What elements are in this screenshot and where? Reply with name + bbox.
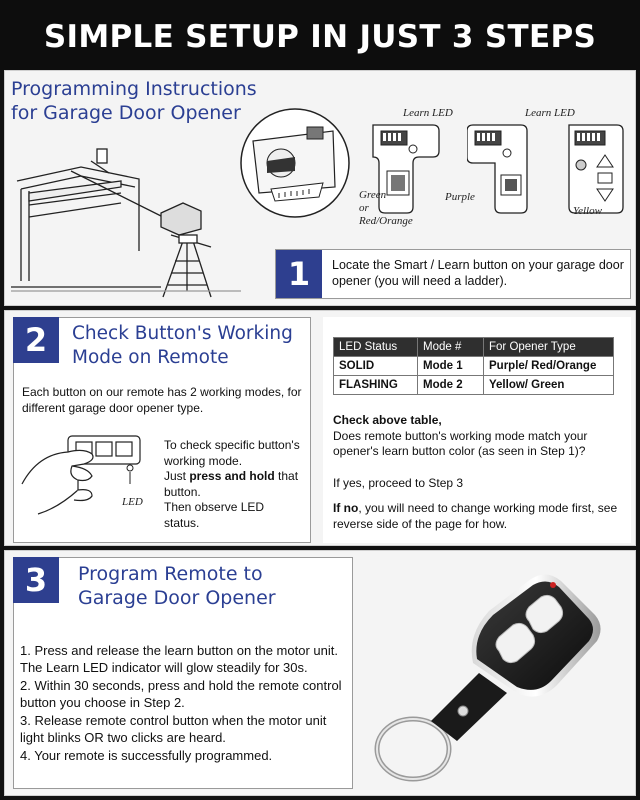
green-red-label: Green or Red/Orange [359,189,413,227]
garage-door-opener-illustration [11,131,241,303]
step3-panel [4,550,636,796]
step2-if-yes: If yes, proceed to Step 3 [333,476,464,490]
list-item: 3. Release remote control button when the motor unit light blinks OR two clicks are heard. [20,713,327,745]
step3-number: 3 [13,557,59,603]
learn-button-panel-yellow [561,119,631,219]
table-header: LED Status [334,338,418,357]
step1-text: Locate the Smart / Learn button on your garage door opener (you will need a ladder). [332,258,624,288]
list-item: 4. Your remote is successfully programmed. [20,748,273,763]
table-header: For Opener Type [484,338,614,357]
learn-button-panel-purple [467,119,531,219]
step2-number: 2 [13,317,59,363]
learn-led-label-b: Learn LED [525,107,575,119]
step3-title: Program Remote to Garage Door Opener [78,563,276,609]
learn-led-label-a: Learn LED [403,107,453,119]
step2-check-instructions: To check specific button's working mode. Just press and hold that button. Then observe LED status. [164,438,300,530]
page-title: SIMPLE SETUP IN JUST 3 STEPS [0,0,640,70]
step3-box [13,557,353,789]
step3-instructions [20,642,346,765]
table-row: SOLID Mode 1 Purple/ Red/Orange [334,357,614,376]
list-item: 1. Press and release the learn button on the motor unit. The Learn LED indicator will glow steadily for 30s. [20,643,338,675]
opener-closeup-illustration [223,101,365,221]
step1-number: 1 [276,250,322,298]
table-header: Mode # [418,338,484,357]
purple-label: Purple [445,191,475,203]
step1-title: Programming Instructions for Garage Door Opener [11,78,257,124]
list-item: 2. Within 30 seconds, press and hold the remote control button you choose in Step 2. [20,678,342,710]
step1-callout [275,249,631,299]
hand-holding-remote-illustration [18,424,148,524]
step2-check-text: Check above table, Does remote button's working mode match your opener's learn button color (as seen in Step 1)? [333,413,588,458]
led-status-table [333,337,614,395]
step2-if-no: If no, you will need to change working mode first, see reverse side of the page for how. [333,501,618,531]
table-row: FLASHING Mode 2 Yellow/ Green [334,376,614,395]
step2-title: Check Button's Working Mode on Remote [72,323,293,368]
step1-panel [4,70,636,306]
step2-panel [4,310,636,546]
led-label: LED [122,496,143,508]
yellow-label: Yellow [573,205,602,217]
step2-left-box [13,317,311,543]
remote-keyfob-illustration [361,565,631,791]
step2-intro: Each button on our remote has 2 working modes, for different garage door opener type. [22,385,302,415]
